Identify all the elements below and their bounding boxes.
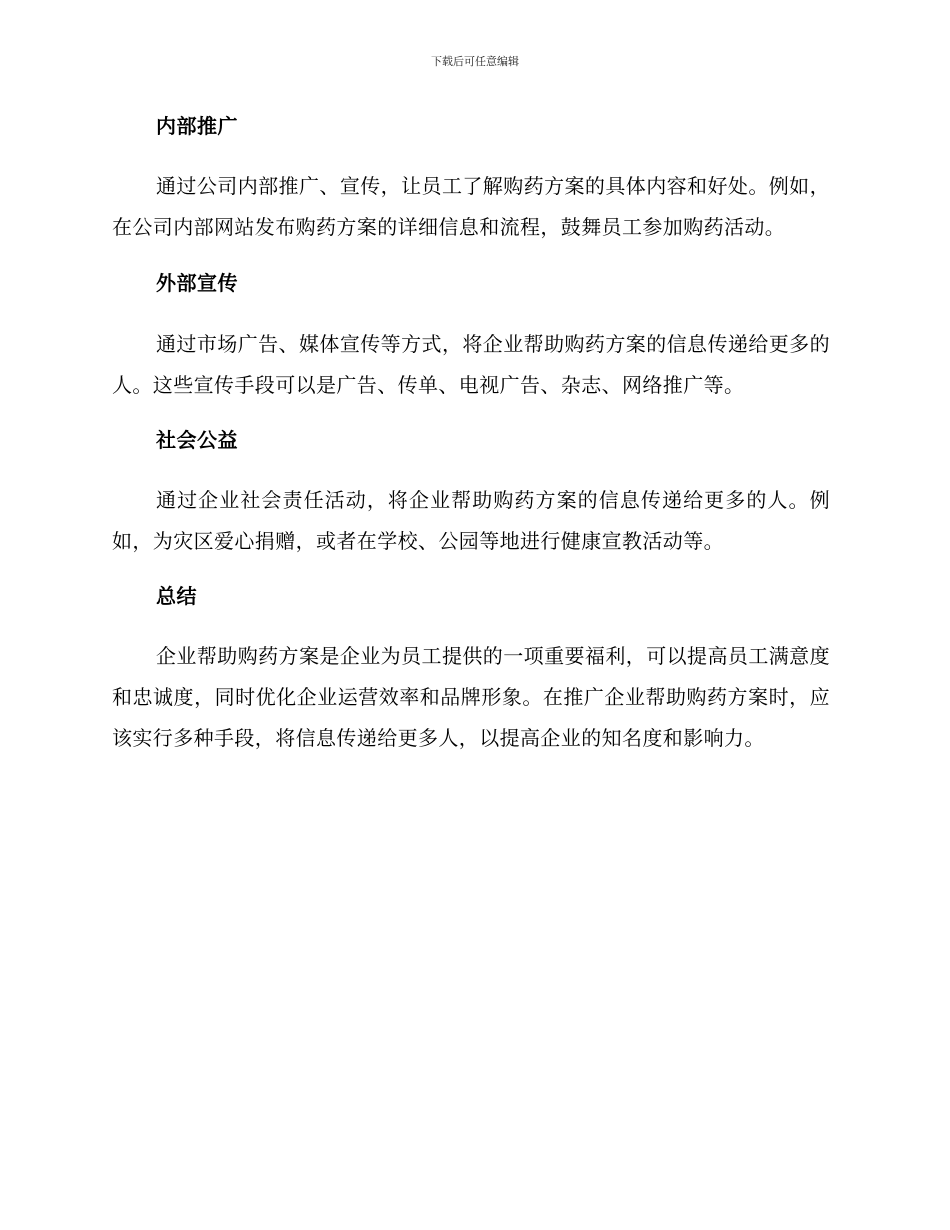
section-summary [112,581,830,759]
section-heading: 外部宣传 [156,271,238,295]
document-content [112,111,830,759]
section-public-welfare [112,425,830,562]
section-paragraph: 企业帮助购药方案是企业为员工提供的一项重要福利，可以提高员工满意度和忠诚度，同时优化企业运营效率和品牌形象。在推广企业帮助购药方案时，应该实行多种手段，将信息传递给更多人，以提高企业的知名度和影响力。 [112,644,830,750]
section-paragraph: 通过市场广告、媒体宣传等方式，将企业帮助购药方案的信息传递给更多的人。这些宣传手段可以是广告、传单、电视广告、杂志、网络推广等。 [112,332,830,397]
section-heading: 内部推广 [156,114,238,138]
section-heading: 社会公益 [156,428,238,452]
section-internal-promotion [112,111,830,248]
section-paragraph: 通过企业社会责任活动，将企业帮助购药方案的信息传递给更多的人。例如，为灾区爱心捐赠，或者在学校、公园等地进行健康宣教活动等。 [112,488,830,553]
section-heading: 总结 [156,584,197,608]
page-header: 下载后可任意编辑 [431,55,519,68]
section-external-publicity [112,268,830,406]
section-paragraph: 通过公司内部推广、宣传，让员工了解购药方案的具体内容和好处。例如，在公司内部网站发布购药方案的详细信息和流程，鼓舞员工参加购药活动。 [112,174,830,239]
